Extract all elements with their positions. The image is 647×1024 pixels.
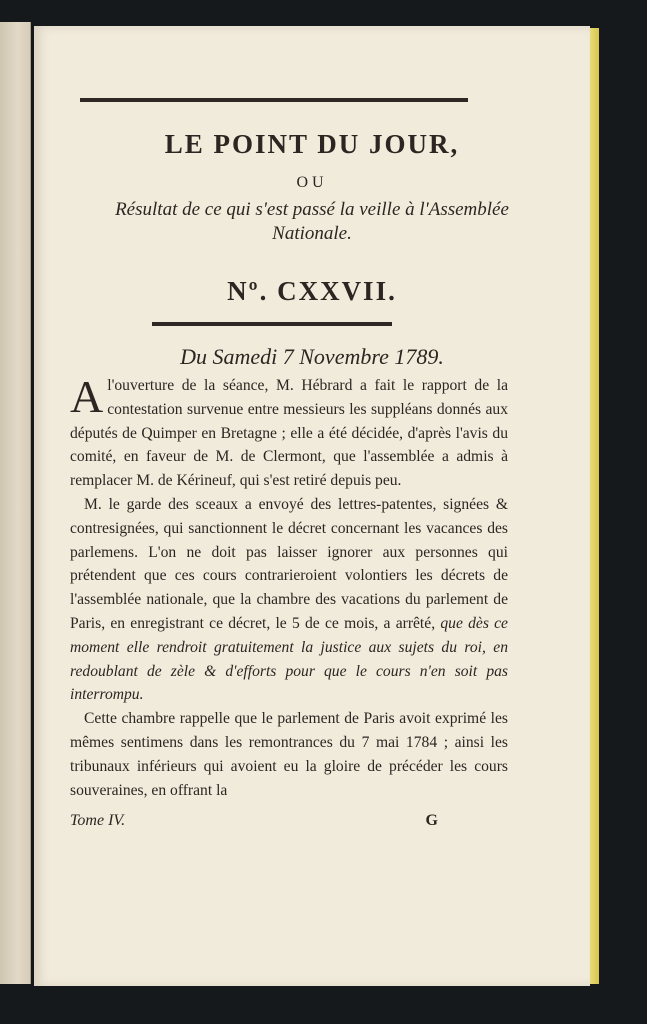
paragraph-1-text: l'ouverture de la séance, M. Hébrard a fait le rapport de la contestation survenue entre messieurs les suppléans donnés aux députés de Quimper en Bretagne ; elle a été décidée, d'après l'avis du comité, en faveur de M. de Clermont, que l'assemblée a admis à remplacer M. de Kérineuf, qui s'est retiré depuis peu.	[70, 377, 508, 490]
facing-page-edge	[0, 22, 31, 984]
paragraph-2-text: M. le garde des sceaux a envoyé des lettres-patentes, signées & contresignées, qui sanctionnent le décret concernant les vacances des parlemens. L'on ne doit pas laisser ignorer aux personnes qui prétendent que ces cours contrarieroient volontiers les décrets de l'assemblée nationale, que la chambre des vacations du parlement de Paris, en enregistrant ce décret, le 5 de ce mois, a arrêté,	[70, 495, 508, 632]
custos-mark: G	[425, 812, 438, 829]
middle-rule	[152, 322, 392, 326]
drop-cap: A	[70, 371, 104, 422]
page-fore-edge	[590, 28, 599, 984]
masthead-title: LE POINT DU JOUR,	[164, 129, 460, 159]
masthead-or: OU	[296, 174, 328, 191]
paragraph-1	[70, 371, 508, 493]
book-page	[34, 26, 590, 986]
paragraph-3-text: Cette chambre rappelle que le parlement de Paris avoit exprimé les mêmes sentimens dans les remontrances du 7 mai 1784 ; ainsi les tribunaux inférieurs qui avoient eu la gloire de précéder les cours souveraines, en offrant la	[70, 710, 508, 799]
masthead-subtitle: Résultat de ce qui s'est passé la veille à l'Assemblée Nationale.	[115, 199, 509, 244]
signature-mark: Tome IV.	[70, 812, 126, 829]
top-rule	[80, 98, 468, 102]
article-body	[70, 371, 508, 802]
issue-number: Nº. CXXVII.	[227, 276, 397, 306]
paragraph-2	[70, 493, 508, 707]
paragraph-3	[70, 707, 508, 802]
issue-date: Du Samedi 7 Novembre 1789.	[180, 344, 444, 369]
paragraph-2-italic: que dès ce moment elle rendroit gratuitement la justice aux sujets du roi, en redoublant de zèle & d'efforts pour que le cours n'en soit pas interrompu.	[70, 614, 508, 704]
